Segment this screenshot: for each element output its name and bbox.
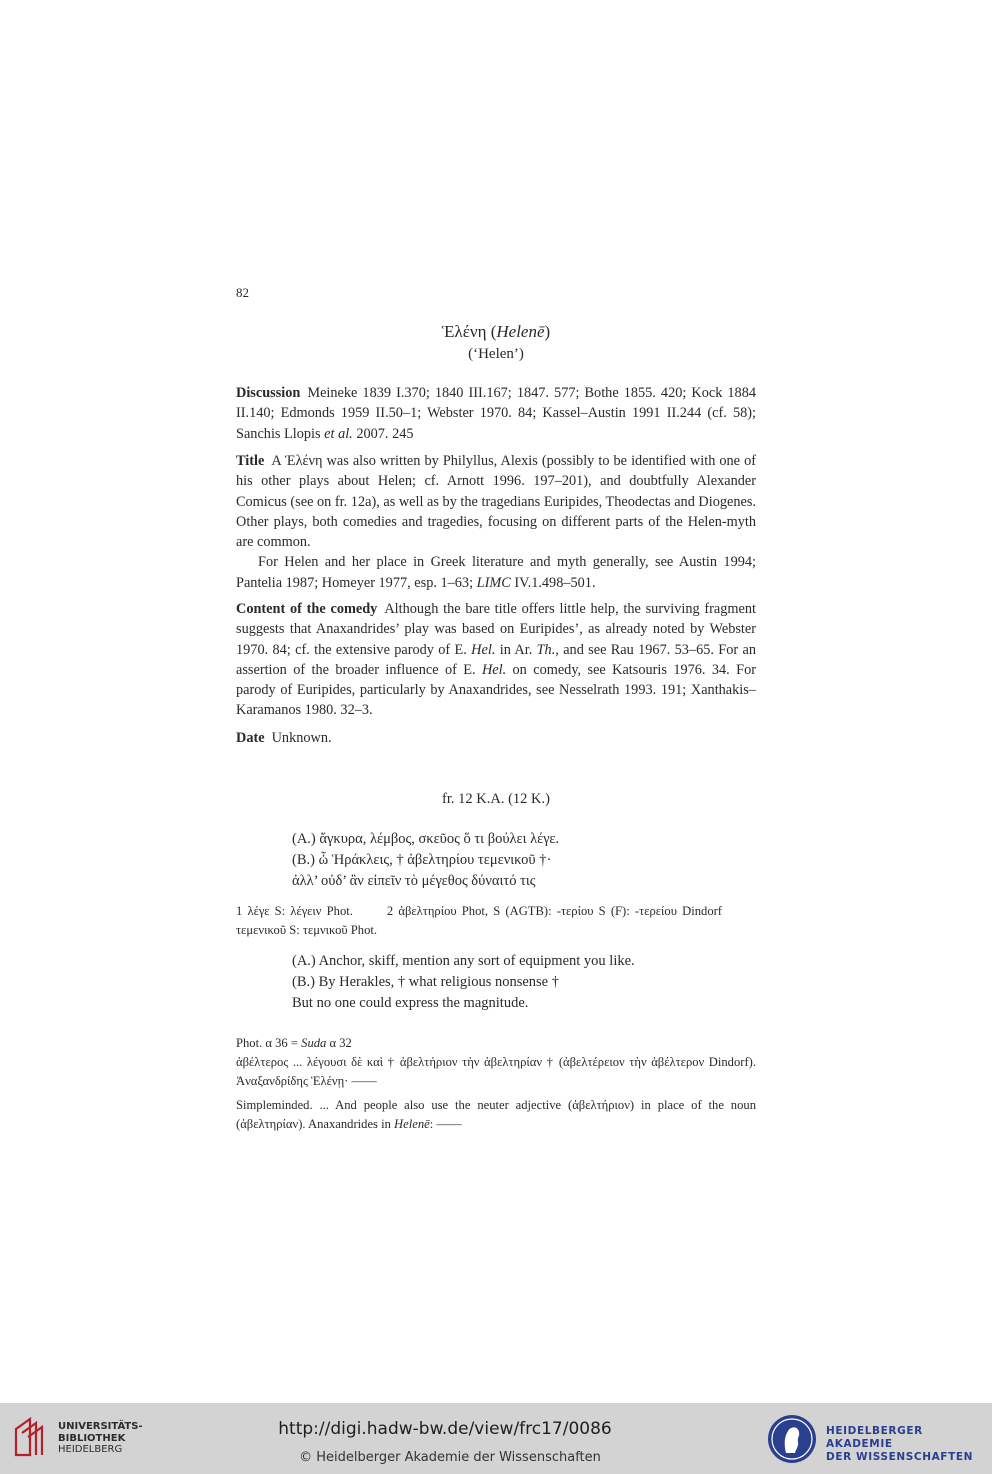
permalink-url[interactable]: http://digi.hadw-bw.de/view/frc17/0086 — [278, 1419, 612, 1439]
academy-line: DER WISSENSCHAFTEN — [826, 1451, 974, 1463]
content-i2: Th. — [536, 641, 556, 658]
title-para2-a: For Helen and her place in Greek literature and myth generally, see Austin 1994; Pantelia 1987; Homeyer 1977, esp. 1–63; — [236, 554, 756, 591]
ub-line: BIBLIOTHEK — [58, 1432, 126, 1444]
academy-seal-icon — [766, 1413, 818, 1465]
discussion-tail: 2007. 245 — [352, 425, 414, 442]
content-t1: Although the bare title offers little help, the surviving fragment suggests that Anaxandrides’ play was based on Euripides’, as already noted by Webster 1970. 84; cf. the extensive parody of E. — [236, 601, 756, 658]
source-english-a: Simpleminded. ... And people also use the neuter adjective (ἀβελτήριον) in place of the noun (ἀβελτηρίαν). Anaxandrides in — [236, 1098, 756, 1132]
translation-line: (B.) By Herakles, † what religious nonsense † — [292, 974, 559, 990]
apparatus-entry: 1 λέγε S: λέγειν Phot. — [236, 904, 353, 918]
academy-line: HEIDELBERGER AKADEMIE — [826, 1425, 923, 1450]
fragment-heading-k: (12 K.) — [508, 791, 550, 807]
greek-verses — [292, 829, 762, 892]
discussion-label: Discussion — [236, 385, 301, 401]
apparatus-entry: 2 ἀβελτηρίου Phot, S (AGTB): -τερίου S (F): -τερείου Dindorf — [386, 904, 722, 918]
greek-verse: ἀλλ’ οὐδ’ ἂν εἰπεῖν τὸ μέγεθος δύναιτό τις — [292, 873, 536, 889]
date-label: Date — [236, 730, 265, 746]
copyright-notice: © Heidelberger Akademie der Wissenschaften — [299, 1450, 601, 1465]
play-title: Ἑλένη (Helenē) — [441, 322, 551, 341]
source-ref-b: α 32 — [326, 1036, 352, 1050]
content-i3: Hel. — [481, 661, 507, 678]
source-ref-suda: Suda — [301, 1036, 327, 1050]
source-ref-a: Phot. α 36 = — [236, 1036, 302, 1050]
apparatus-entry: τεμενικοῦ S: τεμνικοῦ Phot. — [236, 922, 378, 937]
source-english-b: : —— — [429, 1117, 462, 1132]
title-para2-b: IV.1.498–501. — [510, 574, 596, 591]
content-i1: Hel. — [471, 641, 496, 658]
translation-line: (A.) Anchor, skiff, mention any sort of equipment you like. — [292, 953, 635, 969]
title-label: Title — [236, 453, 265, 469]
greek-verse: (A.) ἄγκυρα, λέμβος, σκεῦος ὅ τι βούλει λέγε. — [292, 831, 560, 847]
critical-apparatus — [236, 902, 756, 940]
title-para2-limc: LIMC — [476, 574, 511, 591]
fragment-heading — [0, 791, 992, 808]
footer-bar — [0, 1403, 992, 1474]
date-section — [236, 728, 756, 748]
academy-name — [826, 1425, 992, 1464]
title-section — [236, 451, 756, 593]
ub-line: HEIDELBERG — [58, 1444, 123, 1455]
content-t3: , and see Rau 1967. 53–65. For an assertion of the broader influence of E. — [236, 641, 756, 678]
fragment-heading-ka: fr. 12 K.A. — [442, 791, 505, 807]
play-title-translit: Helenē — [496, 322, 545, 341]
source-citation — [236, 1034, 756, 1134]
date-text: Unknown. — [271, 730, 332, 746]
greek-verse: (B.) ὦ Ἡράκλεις, † ἀβελτηρίου τεμενικοῦ †· — [292, 852, 552, 868]
discussion-text: Meineke 1839 I.370; 1840 III.167; 1847. 577; Bothe 1855. 420; Kock 1884 II.140; Edmonds 1959 II.50–1; Webster 1970. 84; Kassel–Austin 1991 II.244 (cf. 58); Sanchis Llopis — [236, 385, 756, 442]
title-text: A Ἑλένη was also written by Philyllus, Alexis (possibly to be identified with one of his other plays about Helen; cf. Arnott 1996. 197–201), and doubtfully Alexander Comicus (see on fr. 12a), as well as by the tragedians Euripides, Theodectas and Diogenes. Other plays, both comedies and tragedies, focusing on different parts of the Helen-myth are common. — [236, 453, 756, 551]
discussion-section — [236, 383, 756, 444]
content-t4: on comedy, see Katsouris 1976. 34. For parody of Euripides, particularly by Anaxandrides, see Nesselrath 1993. 191; Xanthakis–Karamanos 1980. 32–3. — [236, 661, 756, 719]
source-english-i: Helenē — [394, 1117, 430, 1132]
content-label: Content of the comedy — [236, 601, 378, 617]
english-translation — [292, 951, 762, 1014]
play-title-greek: Ἑλένη — [441, 322, 487, 341]
translation-line: But no one could express the magnitude. — [292, 995, 529, 1011]
source-greek: ἀβέλτερος ... λέγουσι δὲ καὶ † ἀβελτήριον τὴν ἀβελτηρίαν † (ἀβελτέρειον τὴν ἀβέλτερον Dindorf). Ἀναξανδρίδης Ἑλένῃ· —— — [236, 1054, 756, 1088]
play-title-english: (‘Helen’) — [468, 346, 524, 362]
discussion-etal: et al. — [324, 425, 353, 442]
ub-line: UNIVERSITÄTS- — [58, 1421, 143, 1432]
page-number: 82 — [236, 285, 249, 300]
content-t2: in Ar. — [495, 641, 537, 658]
content-section — [236, 599, 756, 721]
